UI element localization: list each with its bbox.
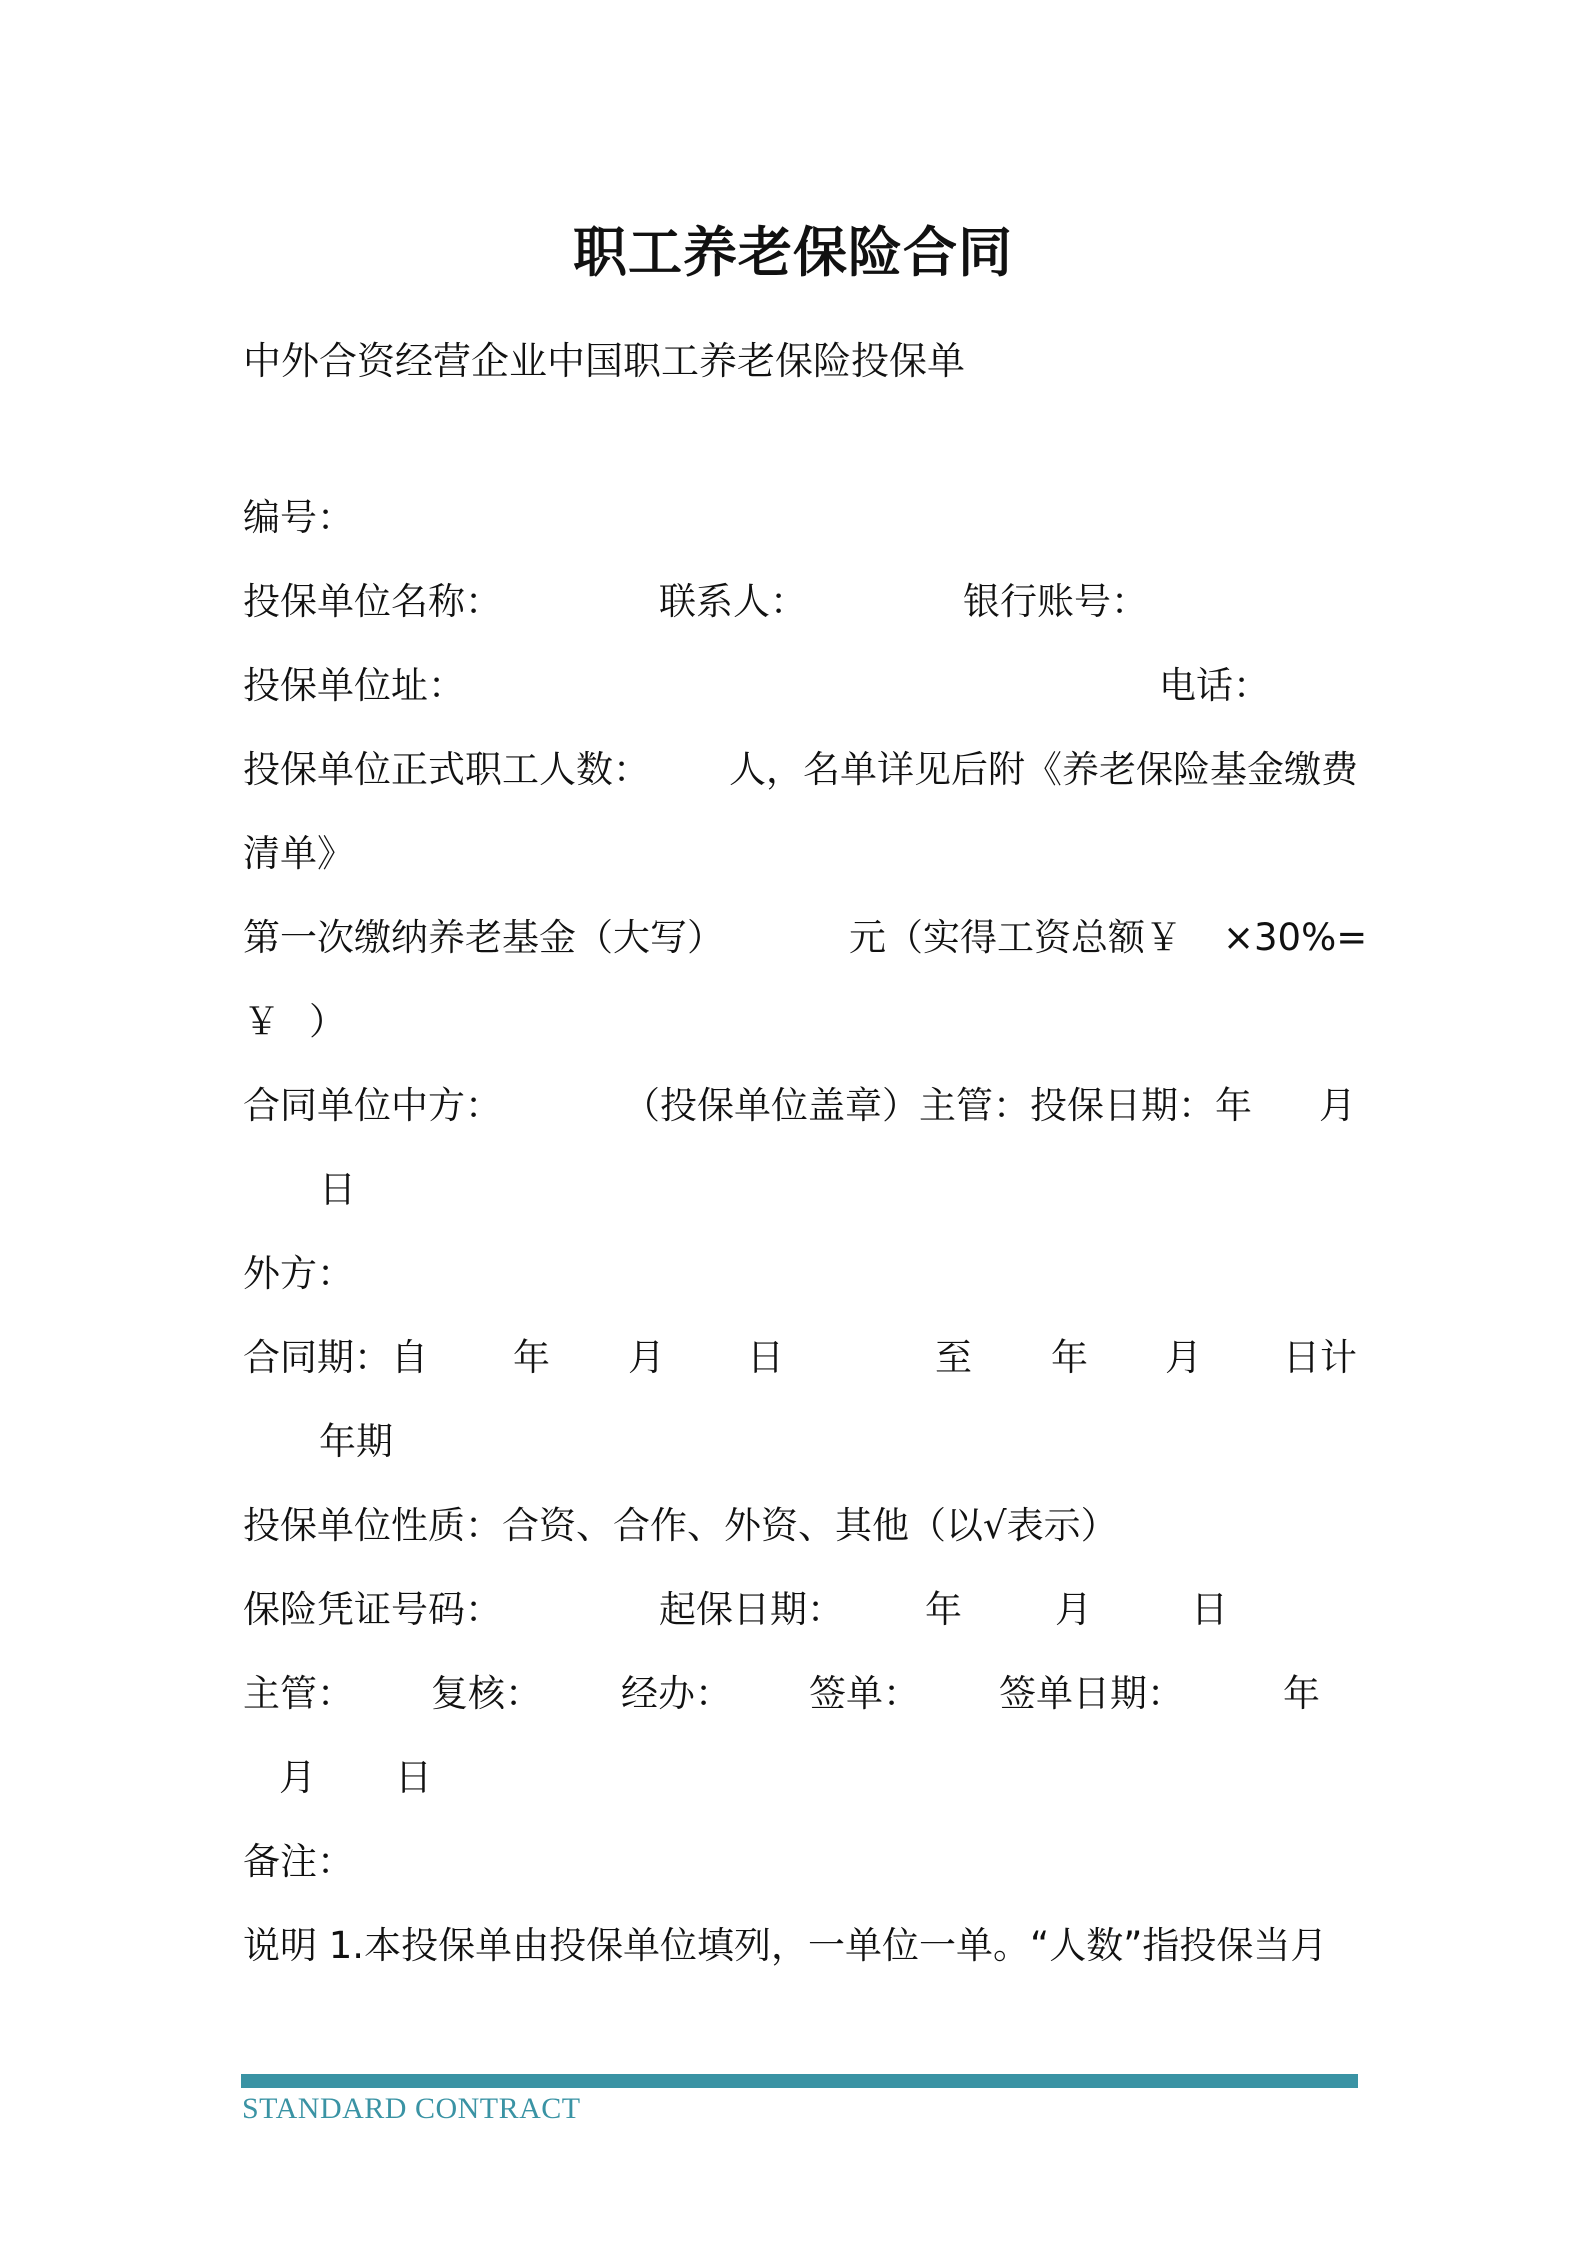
term-month-2: 月 xyxy=(1165,1336,1202,1379)
remarks-row xyxy=(243,1834,1358,1890)
note-text: 说明 1.本投保单由投保单位填列，一单位一单。“人数”指投保当月 xyxy=(243,1924,1328,1967)
first-payment-mid: 元（实得工资总额￥ xyxy=(849,916,1182,959)
start-date-label: 起保日期： xyxy=(659,1588,844,1631)
document-title: 职工养老保险合同 xyxy=(573,221,1013,284)
bank-account-label: 银行账号： xyxy=(963,580,1148,623)
unit-name-label: 投保单位名称： xyxy=(243,580,502,623)
term-year-2: 年 xyxy=(1051,1336,1088,1379)
reviewer-label: 复核： xyxy=(431,1672,542,1715)
first-payment-cont-row xyxy=(243,994,1358,1050)
unit-name-row xyxy=(243,574,1358,630)
number-label: 编号： xyxy=(243,496,354,539)
first-payment-cont-b: ） xyxy=(309,1000,346,1043)
signer-label: 签单： xyxy=(809,1672,920,1715)
party-cn-row xyxy=(243,1078,1358,1134)
term-year-1: 年 xyxy=(513,1336,550,1379)
party-foreign-label: 外方： xyxy=(243,1252,354,1295)
party-cn-label: 合同单位中方： xyxy=(243,1084,502,1127)
first-payment-label: 第一次缴纳养老基金（大写） xyxy=(243,916,724,959)
contact-label: 联系人： xyxy=(659,580,807,623)
sign-row xyxy=(243,1666,1358,1722)
supervisor-label: 主管： xyxy=(243,1672,354,1715)
footer-divider xyxy=(241,2074,1358,2088)
term-month-1: 月 xyxy=(628,1336,665,1379)
term-cont-row xyxy=(243,1414,1358,1470)
term-to: 至 xyxy=(935,1336,972,1379)
term-row xyxy=(243,1330,1358,1386)
unit-address-row xyxy=(243,658,1358,714)
sign-day: 日 xyxy=(395,1756,432,1799)
phone-label: 电话： xyxy=(1159,664,1270,707)
term-label: 合同期：自 xyxy=(243,1336,428,1379)
start-month: 月 xyxy=(1055,1588,1092,1631)
unit-nature-label: 投保单位性质：合资、合作、外资、其他（以√表示） xyxy=(243,1504,1118,1547)
sign-date-label: 签单日期： xyxy=(999,1672,1184,1715)
unit-nature-row xyxy=(243,1498,1358,1554)
term-day-1: 日 xyxy=(747,1336,784,1379)
staff-count-label: 投保单位正式职工人数： xyxy=(243,748,650,791)
first-payment-end: ×30%= xyxy=(1223,916,1368,959)
staff-count-cont: 清单》 xyxy=(243,832,354,875)
term-day-2: 日计 xyxy=(1283,1336,1357,1379)
document-subtitle: 中外合资经营企业中国职工养老保险投保单 xyxy=(243,339,966,383)
start-day: 日 xyxy=(1191,1588,1228,1631)
number-row xyxy=(243,490,1358,546)
party-cn-month: 月 xyxy=(1319,1084,1356,1127)
party-cn-day: 日 xyxy=(319,1168,356,1211)
sign-month: 月 xyxy=(279,1756,316,1799)
sign-year: 年 xyxy=(1283,1672,1320,1715)
staff-count-row xyxy=(243,742,1358,798)
first-payment-row xyxy=(243,910,1368,966)
first-payment-cont-a: ￥ xyxy=(243,1000,280,1043)
note-row xyxy=(243,1918,1358,1974)
start-year: 年 xyxy=(925,1588,962,1631)
sign-cont-row xyxy=(243,1750,1358,1806)
party-cn-cont-row xyxy=(243,1162,1358,1218)
certificate-no-label: 保险凭证号码： xyxy=(243,1588,502,1631)
staff-count-cont-row xyxy=(243,826,1358,882)
staff-count-rest: 人，名单详见后附《养老保险基金缴费 xyxy=(729,748,1358,791)
term-cont: 年期 xyxy=(319,1420,393,1463)
remarks-label: 备注： xyxy=(243,1840,354,1883)
certificate-row xyxy=(243,1582,1358,1638)
handler-label: 经办： xyxy=(621,1672,732,1715)
party-foreign-row xyxy=(243,1246,1358,1302)
footer-label: STANDARD CONTRACT xyxy=(242,2092,581,2125)
unit-address-label: 投保单位址： xyxy=(243,664,465,707)
party-cn-seal: （投保单位盖章）主管：投保日期：年 xyxy=(623,1084,1252,1127)
